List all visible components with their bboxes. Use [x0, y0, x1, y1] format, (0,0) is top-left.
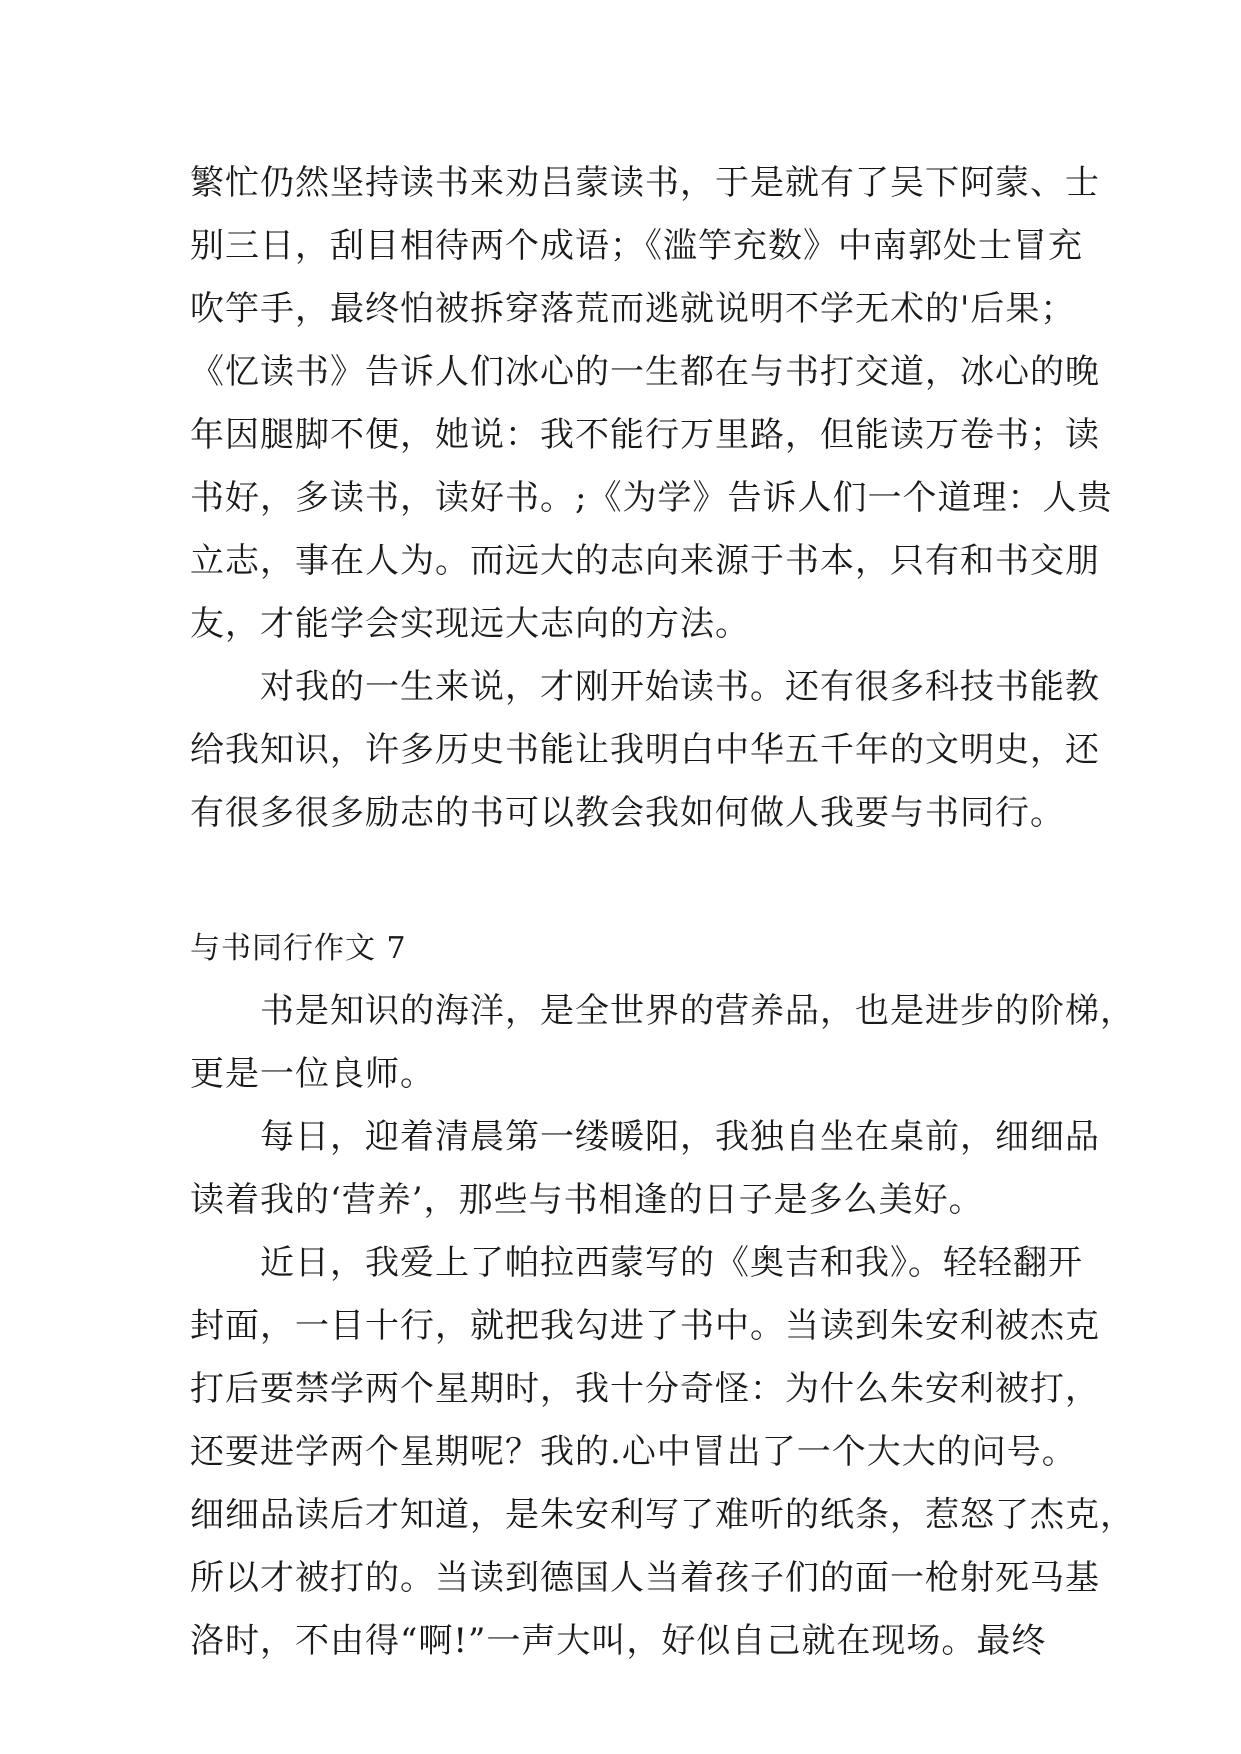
text-line: 近日，我爱上了帕拉西蒙写的《奥吉和我》。轻轻翻开 — [190, 1243, 1083, 1283]
text-line: 《忆读书》告诉人们冰心的一生都在与书打交道，冰心的晚 — [190, 352, 1100, 392]
text-line: 立志，事在人为。而远大的志向来源于书本，只有和书交朋 — [190, 541, 1100, 581]
text-line: 别三日，刮目相待两个成语；《滥竽充数》中南郭处士冒充 — [190, 226, 1083, 266]
paragraph-4 — [190, 1106, 1100, 1232]
text-line: 年因腿脚不便，她说：我不能行万里路，但能读万卷书；读 — [190, 415, 1100, 455]
paragraph-2 — [190, 656, 1100, 845]
text-line: 书好，多读书，读好书。;《为学》告诉人们一个道理：人贵 — [190, 478, 1113, 518]
text-line: 读着我的‘营养’，那些与书相逢的日子是多么美好。 — [190, 1180, 984, 1220]
text-line: 有很多很多励志的书可以教会我如何做人我要与书同行。 — [190, 793, 1065, 833]
text-line: 给我知识，许多历史书能让我明白中华五千年的文明史，还 — [190, 730, 1100, 770]
text-line: 封面，一目十行，就把我勾进了书中。当读到朱安利被杰克 — [190, 1306, 1100, 1346]
text-line: 繁忙仍然坚持读书来劝吕蒙读书，于是就有了吴下阿蒙、士 — [190, 163, 1100, 203]
text-line: 所以才被打的。当读到德国人当着孩子们的面一枪射死马基 — [190, 1558, 1100, 1598]
text-line: 打后要禁学两个星期时，我十分奇怪：为什么朱安利被打， — [190, 1369, 1100, 1409]
paragraph-5 — [190, 1232, 1135, 1673]
text-line: 书是知识的海洋，是全世界的营养品，也是进步的阶梯， — [190, 991, 1135, 1031]
text-line: 还要进学两个星期呢？我的.心中冒出了一个大大的问号。 — [190, 1432, 1077, 1472]
text-line: 细细品读后才知道，是朱安利写了难听的纸条，惹怒了杰克， — [190, 1495, 1135, 1535]
text-line: 对我的一生来说，才刚开始读书。还有很多科技书能教 — [190, 667, 1100, 707]
paragraph-1 — [190, 152, 1113, 656]
text-line: 洛时，不由得“啊!”一声大叫，好似自己就在现场。最终 — [190, 1621, 1047, 1661]
text-line: 友，才能学会实现远大志向的方法。 — [190, 604, 750, 644]
section-gap — [190, 845, 1060, 917]
document-page — [190, 152, 1135, 1673]
text-line: 每日，迎着清晨第一缕暖阳，我独自坐在桌前，细细品 — [190, 1117, 1100, 1157]
paragraph-3 — [190, 980, 1135, 1106]
text-line: 吹竽手，最终怕被拆穿落荒而逃就说明不学无术的'后果； — [190, 289, 1076, 329]
text-line: 更是一位良师。 — [190, 1054, 435, 1094]
section-heading: 与书同行作文 7 — [190, 931, 407, 966]
